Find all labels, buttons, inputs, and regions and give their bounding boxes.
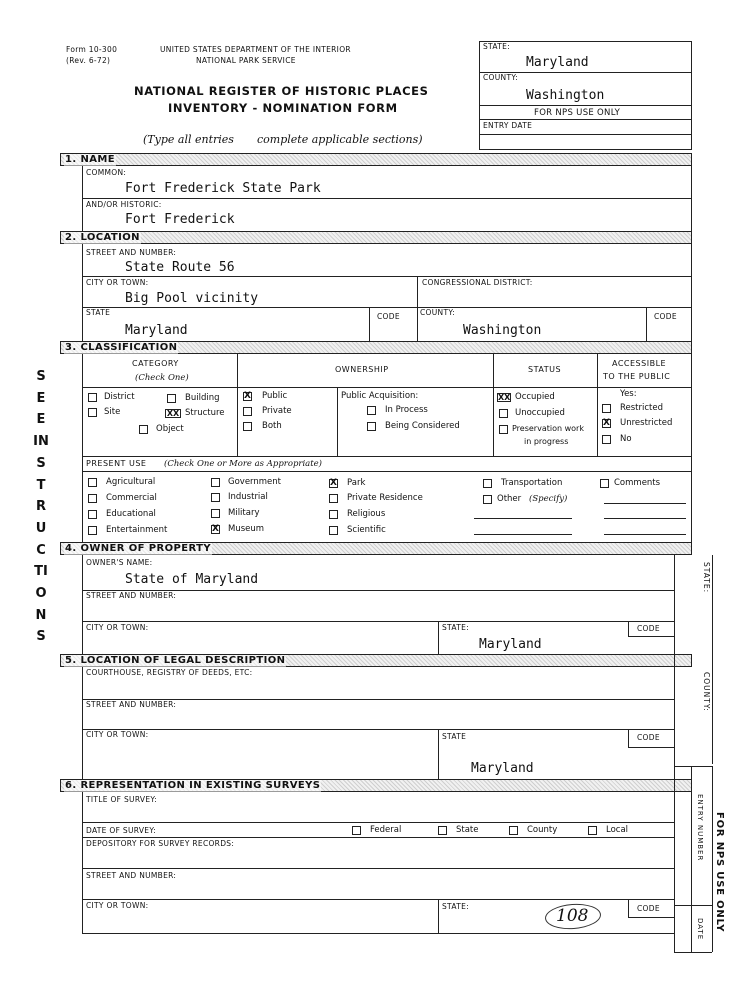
use-government-checkbox[interactable]: [211, 478, 220, 487]
other-specify-line-2: [474, 534, 572, 535]
congressional-district-label: CONGRESSIONAL DISTRICT:: [422, 278, 533, 287]
use-industrial-checkbox[interactable]: [211, 493, 220, 502]
acquisition-in-process-checkbox[interactable]: [367, 406, 376, 415]
use-park-checkbox[interactable]: X: [330, 478, 337, 488]
use-commercial-label: Commercial: [106, 493, 157, 503]
owner-street-label: STREET AND NUMBER:: [86, 591, 177, 600]
status-occupied-label: Occupied: [515, 392, 555, 402]
acquisition-in-process-label: In Process: [385, 405, 428, 415]
ownership-both-label: Both: [262, 421, 282, 431]
box-county-value: Washington: [526, 88, 605, 103]
accessible-unrestricted-checkbox[interactable]: X: [603, 418, 610, 428]
form-title-line1: NATIONAL REGISTER OF HISTORIC PLACES: [134, 84, 429, 98]
location-state-code-label: CODE: [377, 312, 400, 321]
status-unoccupied-label: Unoccupied: [515, 408, 565, 418]
legal-state-value: Maryland: [471, 761, 534, 776]
box-state-label: STATE:: [483, 42, 510, 51]
survey-state-checkbox[interactable]: [438, 826, 447, 835]
status-label: STATUS: [528, 365, 562, 374]
survey-title-label: TITLE OF SURVEY:: [86, 795, 158, 804]
entry-number-side-label: ENTRY NUMBER: [696, 794, 704, 862]
use-religious-checkbox[interactable]: [329, 510, 338, 519]
present-use-label: PRESENT USE: [86, 459, 147, 468]
location-county-value: Washington: [463, 323, 542, 338]
accessible-no-label: No: [620, 434, 632, 444]
section-6-heading: 6. REPRESENTATION IN EXISTING SURVEYS: [65, 780, 321, 791]
survey-street-label: STREET AND NUMBER:: [86, 871, 177, 880]
survey-federal-checkbox[interactable]: [352, 826, 361, 835]
location-state-label: STATE: [86, 308, 111, 317]
date-side-label: DATE: [696, 918, 704, 941]
use-military-label: Military: [228, 508, 260, 518]
owner-name-value: State of Maryland: [125, 572, 259, 587]
nps-use-side-label: FOR NPS USE ONLY: [714, 812, 725, 933]
section-3-bar: [60, 341, 692, 354]
see-instructions-side-text: SEE INSTRUCTIONS: [33, 369, 49, 645]
use-park-label: Park: [347, 478, 366, 488]
survey-state-label: STATE:: [442, 902, 469, 911]
accessible-unrestricted-label: Unrestricted: [620, 418, 673, 428]
section-2-heading: 2. LOCATION: [65, 232, 140, 243]
section-5-bar: [60, 654, 692, 667]
public-acquisition-label: Public Acquisition:: [341, 391, 419, 401]
location-state-value: Maryland: [125, 323, 188, 338]
section-4-bar: [60, 542, 692, 555]
section-3-heading: 3. CLASSIFICATION: [65, 342, 178, 353]
section-5-heading: 5. LOCATION OF LEGAL DESCRIPTION: [65, 655, 286, 666]
use-entertainment-checkbox[interactable]: [88, 526, 97, 535]
common-name-label: COMMON:: [86, 168, 127, 177]
survey-code-label: CODE: [637, 904, 660, 913]
depository-label: DEPOSITORY FOR SURVEY RECORDS:: [86, 839, 235, 848]
use-scientific-label: Scientific: [347, 525, 386, 535]
comments-line-3: [604, 534, 686, 535]
ownership-public-label: Public: [262, 391, 288, 401]
form-revision: (Rev. 6-72): [66, 56, 111, 65]
use-transportation-label: Transportation: [501, 478, 563, 488]
nps-use-only-label: FOR NPS USE ONLY: [534, 108, 621, 118]
use-agricultural-label: Agricultural: [106, 477, 156, 487]
city-label: CITY OR TOWN:: [86, 278, 149, 287]
form-title-line2: INVENTORY - NOMINATION FORM: [168, 101, 398, 115]
other-specify-line-1: [474, 518, 572, 519]
box-county-label: COUNTY:: [483, 73, 519, 82]
use-educational-label: Educational: [106, 509, 156, 519]
present-use-instruction: (Check One or More as Appropriate): [164, 459, 322, 469]
owner-state-value: Maryland: [479, 637, 542, 652]
use-private-residence-label: Private Residence: [347, 493, 423, 503]
survey-county-label: County: [527, 825, 558, 835]
street-value: State Route 56: [125, 260, 235, 275]
use-private-residence-checkbox[interactable]: [329, 494, 338, 503]
use-government-label: Government: [228, 477, 282, 487]
use-comments-checkbox[interactable]: [600, 479, 609, 488]
category-label: CATEGORY: [132, 359, 179, 368]
location-county-label: COUNTY:: [420, 308, 456, 317]
ownership-private-label: Private: [262, 406, 292, 416]
category-object-label: Object: [156, 424, 184, 434]
category-site-label: Site: [104, 407, 121, 417]
location-county-code-label: CODE: [654, 312, 677, 321]
use-museum-label: Museum: [228, 524, 265, 534]
legal-state-label: STATE: [442, 732, 467, 741]
legal-street-label: STREET AND NUMBER:: [86, 700, 177, 709]
survey-local-label: Local: [606, 825, 629, 835]
acquisition-being-considered-label: Being Considered: [385, 421, 460, 431]
category-check-one: (Check One): [135, 373, 189, 383]
accessible-restricted-label: Restricted: [620, 403, 664, 413]
street-label: STREET AND NUMBER:: [86, 248, 177, 257]
ownership-private-checkbox[interactable]: [243, 407, 252, 416]
category-building-label: Building: [185, 393, 220, 403]
use-agricultural-checkbox[interactable]: [88, 478, 97, 487]
acquisition-being-considered-checkbox[interactable]: [367, 422, 376, 431]
owner-city-label: CITY OR TOWN:: [86, 623, 149, 632]
type-instructions-start: (Type all entries: [143, 133, 234, 146]
section-6-bar: [60, 779, 692, 792]
courthouse-label: COURTHOUSE, REGISTRY OF DEEDS, ETC:: [86, 668, 253, 677]
category-structure-label: Structure: [185, 408, 225, 418]
entry-date-label: ENTRY DATE: [483, 121, 533, 130]
status-preservation-checkbox[interactable]: [499, 425, 508, 434]
owner-side-state-label: STATE:: [702, 562, 711, 594]
category-building-checkbox[interactable]: [167, 394, 176, 403]
category-district-label: District: [104, 392, 135, 402]
use-educational-checkbox[interactable]: [88, 510, 97, 519]
use-transportation-checkbox[interactable]: [483, 479, 492, 488]
use-industrial-label: Industrial: [228, 492, 268, 502]
comments-line-2: [604, 518, 686, 519]
agency-name: UNITED STATES DEPARTMENT OF THE INTERIOR: [160, 45, 351, 54]
historic-name-value: Fort Frederick: [125, 212, 235, 227]
service-name: NATIONAL PARK SERVICE: [196, 56, 296, 65]
use-other-specify: (Specify): [529, 494, 568, 504]
status-in-progress-label: in progress: [524, 437, 569, 446]
accessible-yes-label: Yes:: [620, 389, 637, 399]
legal-side-county-label: COUNTY:: [702, 672, 711, 712]
comments-line-1: [604, 503, 686, 504]
section-4-heading: 4. OWNER OF PROPERTY: [65, 543, 211, 554]
section-1-heading: 1. NAME: [65, 154, 115, 165]
box-state-value: Maryland: [526, 55, 589, 70]
accessible-label-2: TO THE PUBLIC: [603, 372, 671, 381]
use-religious-label: Religious: [347, 509, 386, 519]
use-commercial-checkbox[interactable]: [88, 494, 97, 503]
category-object-checkbox[interactable]: [139, 425, 148, 434]
ownership-both-checkbox[interactable]: [243, 422, 252, 431]
category-site-checkbox[interactable]: [88, 408, 97, 417]
status-unoccupied-checkbox[interactable]: [499, 409, 508, 418]
status-preservation-label: Preservation work: [512, 424, 584, 433]
owner-name-label: OWNER'S NAME:: [86, 558, 153, 567]
use-scientific-checkbox[interactable]: [329, 526, 338, 535]
form-number: Form 10-300: [66, 45, 118, 54]
survey-local-checkbox[interactable]: [588, 826, 597, 835]
section-2-bar: [60, 231, 692, 244]
survey-federal-label: Federal: [370, 825, 402, 835]
accessible-label-1: ACCESSIBLE: [612, 359, 667, 368]
owner-state-label: STATE:: [442, 623, 469, 632]
use-military-checkbox[interactable]: [211, 509, 220, 518]
legal-code-label: CODE: [637, 733, 660, 742]
use-entertainment-label: Entertainment: [106, 525, 168, 535]
owner-code-label: CODE: [637, 624, 660, 633]
ownership-public-checkbox[interactable]: X: [244, 391, 251, 401]
historic-name-label: AND/OR HISTORIC:: [86, 200, 162, 209]
use-comments-label: Comments: [614, 478, 661, 488]
section-1-bar: [60, 153, 692, 166]
survey-date-label: DATE OF SURVEY:: [86, 826, 157, 835]
accessible-restricted-checkbox[interactable]: [602, 404, 611, 413]
handwritten-number: 108: [556, 906, 589, 926]
survey-state-label: State: [456, 825, 479, 835]
category-district-checkbox[interactable]: [88, 393, 97, 402]
survey-county-checkbox[interactable]: [509, 826, 518, 835]
survey-city-label: CITY OR TOWN:: [86, 901, 149, 910]
status-occupied-checkbox[interactable]: XX: [498, 393, 511, 402]
use-other-label: Other: [497, 494, 522, 504]
category-structure-checkbox[interactable]: XX: [166, 409, 180, 418]
use-museum-checkbox[interactable]: X: [212, 524, 219, 534]
legal-city-label: CITY OR TOWN:: [86, 730, 149, 739]
common-name-value: Fort Frederick State Park: [125, 181, 321, 196]
accessible-no-checkbox[interactable]: [602, 435, 611, 444]
city-value: Big Pool vicinity: [125, 291, 259, 306]
type-instructions-end: complete applicable sections): [257, 133, 423, 146]
ownership-label: OWNERSHIP: [335, 365, 389, 374]
use-other-checkbox[interactable]: [483, 495, 492, 504]
